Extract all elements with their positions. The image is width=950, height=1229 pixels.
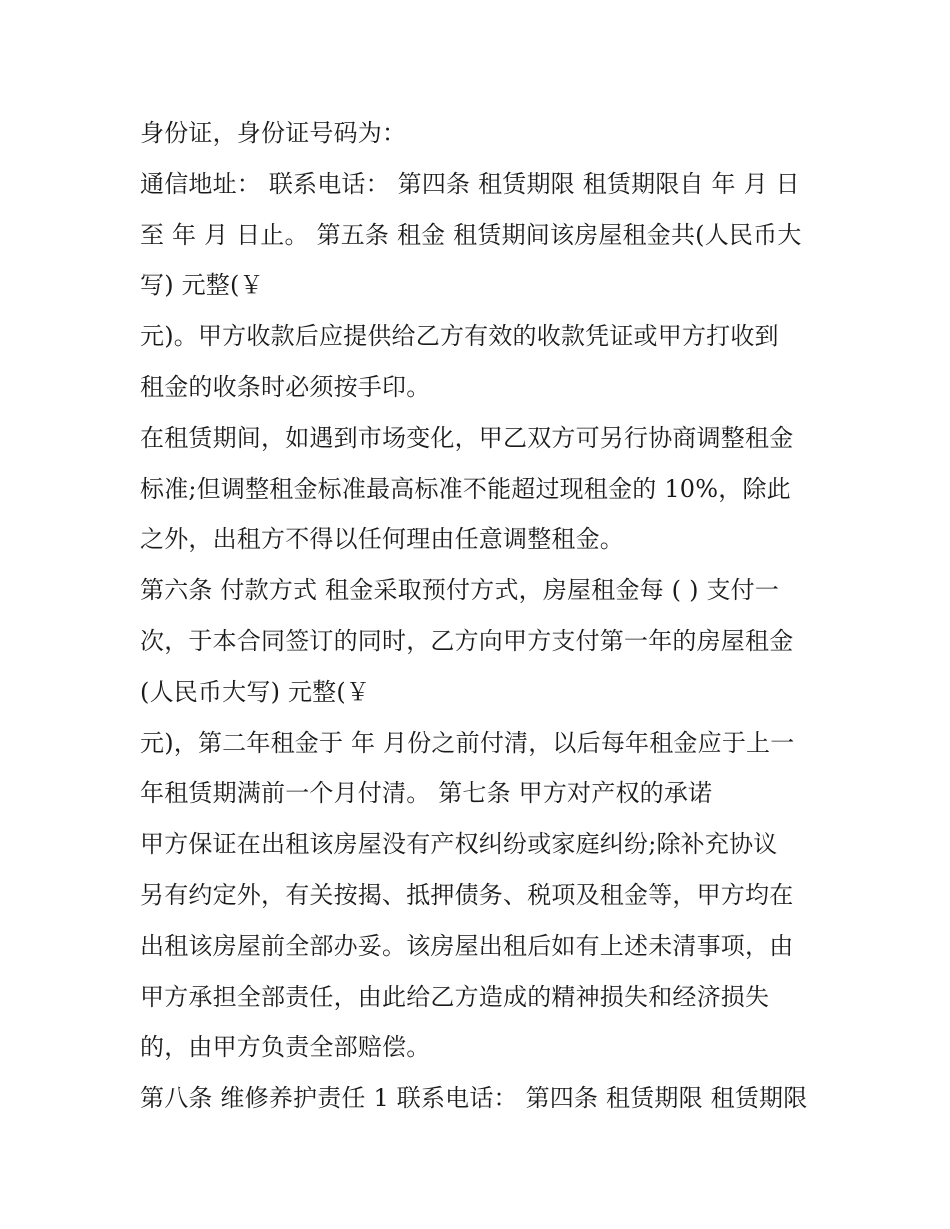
text-line: 元)，第二年租金于 年 月份之前付清，以后每年租金应于上一 bbox=[140, 728, 795, 757]
text-line: 至 年 月 日止。 第五条 租金 租赁期间该房屋租金共(人民币大 bbox=[140, 220, 802, 249]
text-line: 出租该房屋前全部办妥。该房屋出租后如有上述未清事项，由 bbox=[140, 931, 794, 960]
text-line: 租金的收条时必须按手印。 bbox=[140, 372, 431, 401]
text-line: 的，由甲方负责全部赔偿。 bbox=[140, 1033, 431, 1062]
text-line: 在租赁期间，如遇到市场变化，甲乙双方可另行协商调整租金 bbox=[140, 423, 794, 452]
text-line: 甲方承担全部责任，由此给乙方造成的精神损失和经济损失 bbox=[140, 982, 770, 1011]
text-line: 甲方保证在出租该房屋没有产权纠纷或家庭纠纷;除补充协议 bbox=[140, 830, 778, 859]
text-line: 标准;但调整租金标准最高标准不能超过现租金的 10%，除此 bbox=[140, 474, 791, 503]
text-line: 第六条 付款方式 租金采取预付方式，房屋租金每 ( ) 支付一 bbox=[140, 576, 780, 605]
text-line: 元)。甲方收款后应提供给乙方有效的收款凭证或甲方打收到 bbox=[140, 322, 779, 351]
text-line: 第八条 维修养护责任 1 联系电话： 第四条 租赁期限 租赁期限 bbox=[140, 1084, 808, 1113]
text-line: 年租赁期满前一个月付清。 第七条 甲方对产权的承诺 bbox=[140, 779, 713, 808]
document-body bbox=[140, 108, 820, 1124]
text-line: 身份证，身份证号码为： bbox=[140, 119, 407, 147]
text-line: 另有约定外，有关按揭、抵押债务、税项及租金等，甲方均在 bbox=[140, 880, 794, 909]
text-line: 通信地址： 联系电话： 第四条 租赁期限 租赁期限自 年 月 日 bbox=[140, 169, 800, 198]
text-line: (人民币大写) 元整(￥ bbox=[140, 677, 371, 706]
text-line: 次，于本合同签订的同时，乙方向甲方支付第一年的房屋租金 bbox=[140, 626, 794, 655]
text-line: 写) 元整(￥ bbox=[140, 271, 264, 300]
text-line: 之外，出租方不得以任何理由任意调整租金。 bbox=[140, 525, 624, 554]
